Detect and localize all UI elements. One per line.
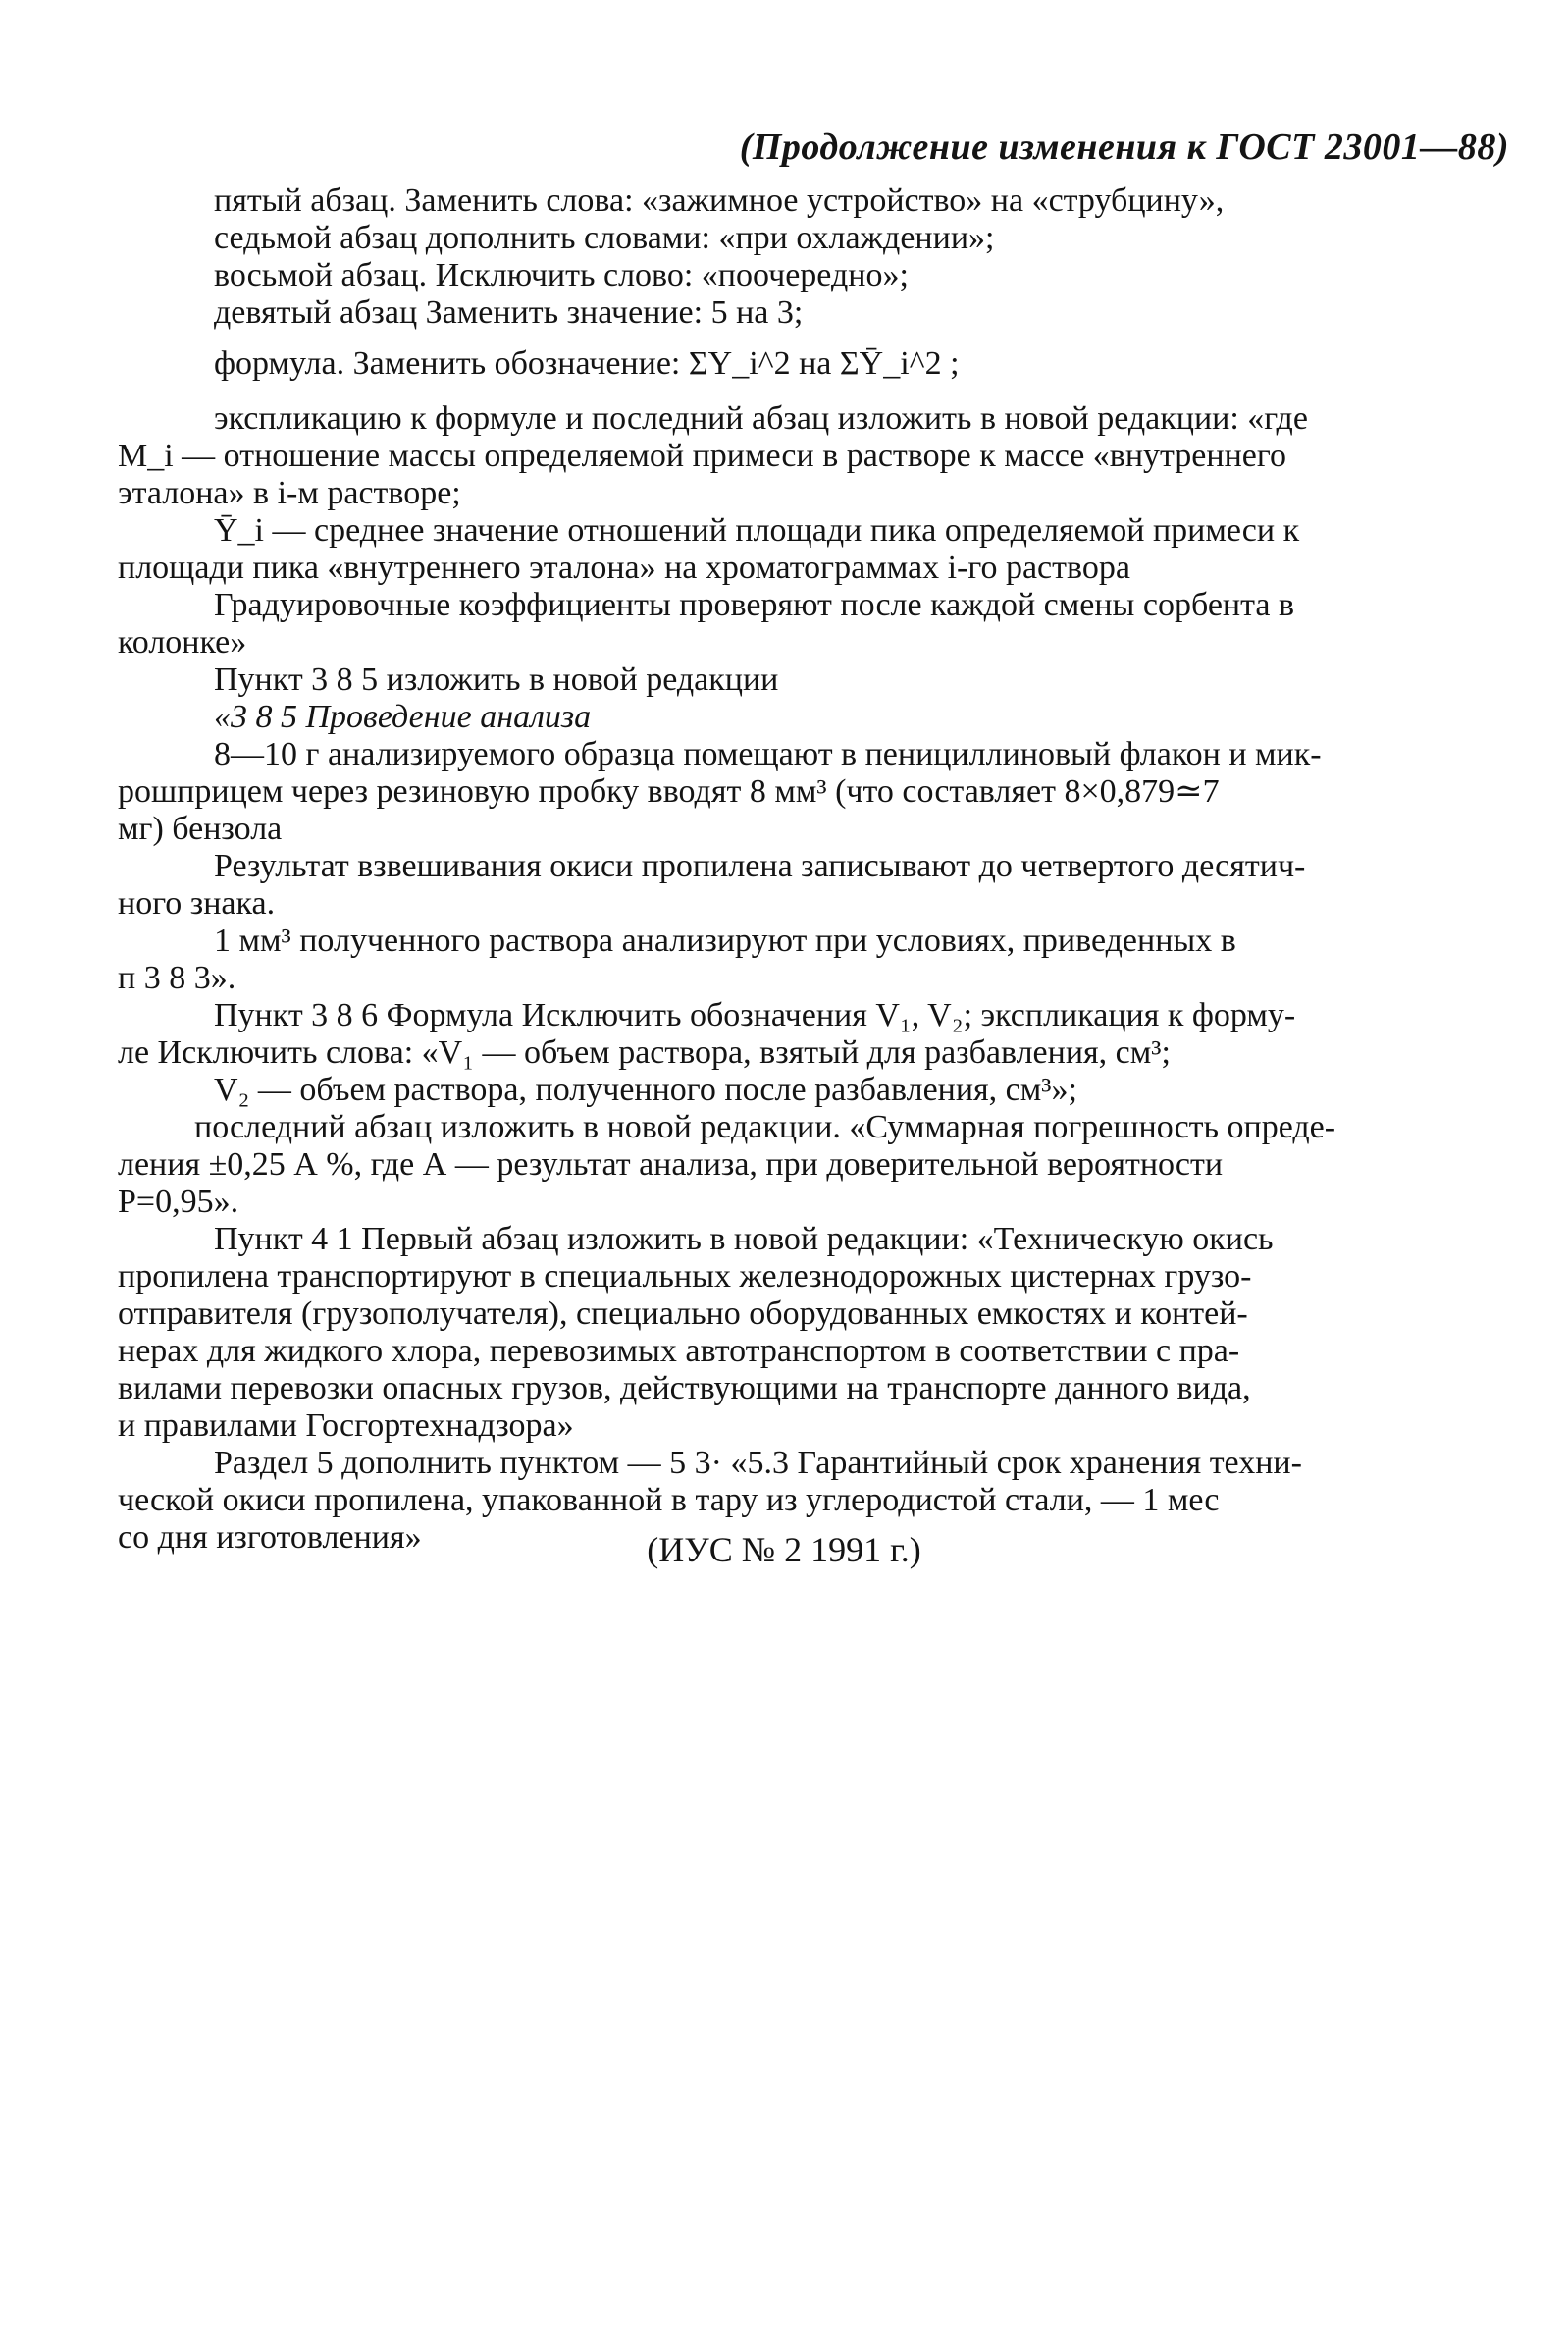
text-line: девятый абзац Заменить значение: 5 на 3; — [214, 294, 804, 331]
text-line: рошприцем через резиновую пробку вводят 8 мм³ (что составляет 8×0,879≃7 — [118, 773, 1220, 810]
issue-reference: (ИУС № 2 1991 г.) — [647, 1530, 921, 1569]
section-heading: «3 8 5 Проведение анализа — [214, 699, 592, 735]
text-line: 1 мм³ полученного раствора анализируют при условиях, приведенных в — [214, 923, 1236, 959]
text-line: Пункт 3 8 6 Формула Исключить обозначения V₁, V₂; экспликация к форму- — [214, 997, 1296, 1033]
text-line: последний абзац изложить в новой редакции. «Суммарная погрешность опреде- — [194, 1109, 1336, 1145]
text-line: P=0,95». — [118, 1184, 239, 1220]
text-line: пропилена транспортируют в специальных железнодорожных цистернах грузо- — [118, 1258, 1252, 1295]
document-body — [118, 183, 1491, 1557]
text-line: со дня изготовления» — [118, 1519, 422, 1556]
text-line: Результат взвешивания окиси пропилена записывают до четвертого десятич- — [214, 848, 1306, 884]
text-line: Ȳ_i — среднее значение отношений площади пика определяемой примеси к — [214, 512, 1300, 549]
text-line: восьмой абзац. Исключить слово: «поочередно»; — [214, 257, 909, 293]
text-line: Пункт 4 1 Первый абзац изложить в новой редакции: «Техническую окись — [214, 1221, 1274, 1257]
text-line: площади пика «внутреннего эталона» на хроматограммах i-го раствора — [118, 550, 1130, 586]
text-line: колонке» — [118, 624, 247, 661]
text-line: мг) бензола — [118, 811, 283, 847]
text-line: экспликацию к формуле и последний абзац изложить в новой редакции: «где — [214, 400, 1308, 437]
text-line: пятый абзац. Заменить слова: «зажимное устройство» на «струбцину», — [214, 183, 1225, 219]
text-line: и правилами Госгортехнадзора» — [118, 1407, 574, 1444]
text-line: отправителя (грузополучателя), специально оборудованных емкостях и контей- — [118, 1295, 1248, 1332]
text-line: 8—10 г анализируемого образца помещают в пенициллиновый флакон и мик- — [214, 736, 1322, 772]
text-line: ления ±0,25 А %, где А — результат анализа, при доверительной вероятности — [118, 1146, 1224, 1183]
text-line: ле Исключить слова: «V₁ — объем раствора, взятый для разбавления, см³; — [118, 1034, 1171, 1071]
text-line: Раздел 5 дополнить пунктом — 5 3· «5.3 Гарантийный срок хранения техни- — [214, 1445, 1302, 1481]
text-line: эталона» в i-м растворе; — [118, 475, 461, 511]
formula-line: формула. Заменить обозначение: ΣY_i^2 на ΣȲ_i^2 ; — [214, 345, 960, 382]
text-line: ческой окиси пропилена, упакованной в тару из углеродистой стали, — 1 мес — [118, 1482, 1220, 1518]
text-line: ного знака. — [118, 885, 276, 922]
text-line: Градуировочные коэффициенты проверяют после каждой смены сорбента в — [214, 587, 1295, 623]
page-header: (Продолжение изменения к ГОСТ 23001—88) — [739, 127, 1509, 168]
text-line: Пункт 3 8 5 изложить в новой редакции — [214, 661, 779, 698]
text-line: M_i — отношение массы определяемой примеси в растворе к массе «внутреннего — [118, 438, 1286, 474]
text-line: п 3 8 3». — [118, 960, 236, 996]
text-line: седьмой абзац дополнить словами: «при охлаждении»; — [214, 220, 995, 256]
text-line: V₂ — объем раствора, полученного после разбавления, см³»; — [214, 1072, 1077, 1108]
text-line: нерах для жидкого хлора, перевозимых автотранспортом в соответствии с пра- — [118, 1333, 1240, 1369]
text-line: вилами перевозки опасных грузов, действующими на транспорте данного вида, — [118, 1370, 1251, 1406]
